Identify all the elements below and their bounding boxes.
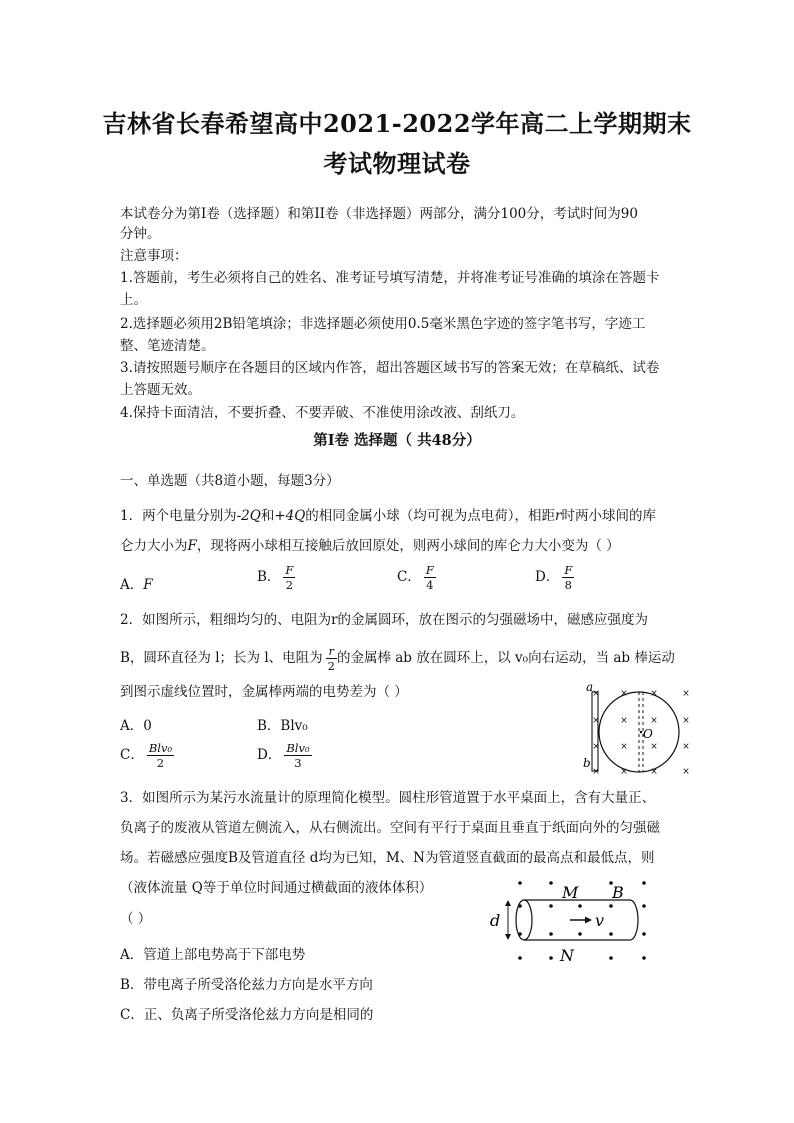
q2-line1: 2．如图所示，粗细均匀的、电阻为r的金属圆环，放在图示的匀强磁场中，磁感应强度为 [120, 612, 649, 628]
option-label: C． [120, 747, 144, 763]
q1-option-d [535, 563, 574, 592]
q1-option-c [397, 563, 436, 592]
fraction [147, 741, 174, 770]
q2-figure-ring-diagram [578, 680, 698, 780]
label-v: v [595, 911, 605, 930]
note-line: 上。 [120, 292, 147, 308]
section-title: 第I卷 选择题（ 共48分） [313, 432, 481, 449]
option-label: C． [397, 569, 421, 585]
option-label: A． [120, 577, 144, 593]
q1-charge2: +4Q [274, 508, 306, 524]
denominator: 2 [327, 659, 335, 673]
denominator: 8 [564, 578, 572, 592]
denominator: 2 [156, 756, 165, 770]
svg-text:×: × [650, 689, 658, 699]
q1-text: 时两小球间的库 [561, 508, 656, 524]
q2-text: B，圆环直径为 l；长为 l、电阻为 [120, 650, 323, 666]
svg-text:×: × [682, 716, 690, 726]
metal-rod [592, 692, 598, 771]
note-line: 整、笔迹清楚。 [120, 338, 215, 354]
numerator: F [425, 563, 434, 577]
intro-line2: 分钟。 [120, 226, 161, 242]
exam-title-line2: 考试物理试卷 [323, 149, 471, 178]
svg-text:×: × [682, 767, 690, 777]
denominator: 3 [294, 756, 302, 770]
svg-text:×: × [592, 742, 600, 752]
q1-text: 和 [260, 508, 275, 524]
q1-text: ，现将两小球相互接触后放回原处，则两小球间的库仑力大小变为（ ） [196, 538, 620, 554]
q1-distance: r [555, 508, 562, 524]
q1-text: 的相同金属小球（均可视为点电荷），相距 [305, 508, 556, 524]
label-a: a [586, 680, 594, 694]
q3-line3: 场。若磁感应强度B及管道直径 d均为已知，M、N为管道竖直截面的最高点和最低点，则 [120, 850, 655, 866]
label-b: b [583, 756, 591, 770]
q3-line4: （液体流量 Q等于单位时间通过横截面的液体体积） [120, 880, 433, 896]
q1-option-b [257, 563, 295, 592]
option-label: B． [257, 569, 281, 585]
svg-text:×: × [592, 689, 600, 699]
q2-option-d [257, 741, 312, 770]
label-n: N [560, 946, 574, 965]
diameter-arrow-bottom [505, 934, 511, 940]
q1-option-a [120, 573, 153, 593]
q3-line1: 3．如图所示为某污水流量计的原理简化模型。圆柱形管道置于水平桌面上，含有大量正、 [120, 790, 656, 806]
svg-text:×: × [620, 767, 628, 777]
option-value: F [143, 577, 153, 593]
q1-charge1: -2Q [236, 508, 261, 524]
numerator: F [285, 563, 294, 577]
denominator: 4 [426, 578, 434, 592]
intro-line1: 本试卷分为第I卷（选择题）和第II卷（非选择题）两部分，满分100分，考试时间为90 [120, 206, 638, 222]
center-dot [640, 731, 643, 734]
q3-figure-pipe-diagram [486, 874, 666, 970]
q3-option-a: A．管道上部电势高于下部电势 [120, 947, 306, 963]
q1-text: 1．两个电量分别为 [120, 508, 237, 524]
svg-text:×: × [592, 767, 600, 777]
numerator: Blv₀ [286, 741, 310, 755]
q2-option-b: B．Blv₀ [257, 718, 308, 734]
q3-line5: （ ） [120, 911, 152, 927]
q2-option-a: A．0 [120, 718, 152, 734]
svg-text:×: × [682, 689, 690, 699]
svg-text:×: × [620, 716, 628, 726]
denominator: 2 [285, 578, 294, 592]
note-line: 2.选择题必须用2B铅笔填涂；非选择题必须使用0.5毫米黑色字迹的签字笔书写，字迹工 [120, 316, 646, 332]
option-label: D． [535, 569, 560, 585]
svg-text:×: × [620, 742, 628, 752]
exam-title-line1: 吉林省长春希望高中2021-2022学年高二上学期期末 [102, 109, 692, 138]
label-d: d [490, 911, 501, 930]
section-subtitle: 一、单选题（共8道小题，每题3分） [120, 473, 340, 489]
fraction [326, 644, 337, 673]
svg-text:×: × [650, 742, 658, 752]
label-m: M [562, 883, 579, 902]
svg-text:×: × [620, 689, 628, 699]
option-label: D． [257, 747, 282, 763]
note-line: 上答题无效。 [120, 382, 201, 398]
note-line: 3.请按照题号顺序在各题目的区域内作答，超出答题区域书写的答案无效；在草稿纸、试卷 [120, 360, 660, 376]
q3-line2: 负离子的废液从管道左侧流入，从右侧流出。空间有平行于桌面且垂直于纸面向外的匀强磁 [120, 820, 660, 836]
q1-line1 [120, 506, 656, 526]
fraction [424, 563, 436, 592]
svg-text:×: × [682, 742, 690, 752]
q3-option-b: B．带电离子所受洛伦兹力方向是水平方向 [120, 977, 373, 993]
label-o: O [643, 727, 653, 741]
q1-force: F [187, 538, 197, 554]
fraction [284, 741, 311, 770]
note-line: 1.答题前，考生必须将自己的姓名、准考证号填写清楚，并将准考证号准确的填涂在答题卡 [120, 270, 660, 286]
numerator: F [564, 563, 573, 577]
fraction [562, 563, 574, 592]
fraction [283, 563, 295, 592]
q1-line2 [120, 536, 620, 556]
q2-line2 [120, 644, 675, 673]
notes-heading: 注意事项： [120, 248, 188, 264]
q2-option-c [120, 741, 174, 770]
flow-arrowhead [585, 917, 592, 924]
q1-text: 仑力大小为 [120, 538, 188, 554]
q3-option-c: C．正、负离子所受洛伦兹力方向是相同的 [120, 1007, 374, 1023]
q2-line3: 到图示虚线位置时，金属棒两端的电势差为（ ） [120, 684, 408, 700]
svg-text:×: × [650, 767, 658, 777]
q2-text: 的金属棒 ab 放在圆环上，以 v₀向右运动，当 ab 棒运动 [336, 650, 675, 666]
svg-text:×: × [650, 716, 658, 726]
numerator: Blv₀ [148, 741, 173, 755]
numerator: r [326, 644, 337, 659]
label-b-field: B [612, 883, 624, 902]
svg-text:×: × [592, 716, 600, 726]
note-line: 4.保持卡面清洁，不要折叠、不要弄破、不准使用涂改液、刮纸刀。 [120, 405, 525, 421]
diameter-arrow-top [505, 900, 511, 906]
